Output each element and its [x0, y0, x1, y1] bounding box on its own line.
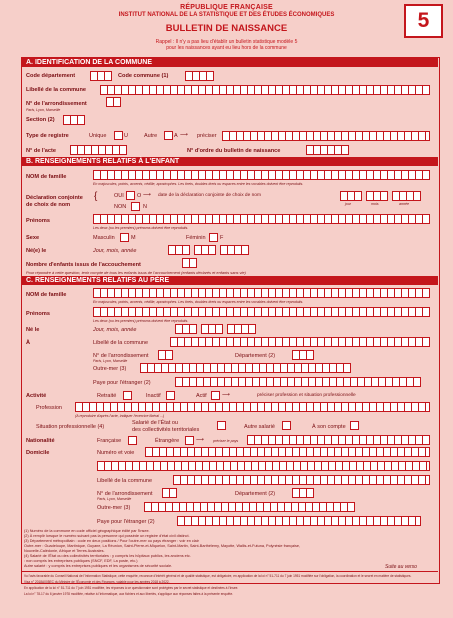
salarie-etat-checkbox[interactable]: [217, 421, 226, 430]
footnote: (3) Département métropolitain : code en deux positions / Pour l'outre-mer ou pays étranger : voir en clair: [24, 539, 199, 543]
enfant-naissance-annee[interactable]: [220, 245, 249, 255]
situation-label: Situation professionnelle (4): [36, 424, 105, 430]
registre-unique-label: Unique: [89, 133, 107, 139]
a-son-compte-checkbox[interactable]: [350, 421, 359, 430]
pere-dept-field[interactable]: [292, 350, 314, 360]
a-son-compte-label: À son compte: [312, 424, 346, 430]
arrow-right-icon: ⟶: [222, 392, 230, 398]
nombre-enfants-hint: Pour répondre à cette question, tenir compte de tous les enfants issus de l'accouchement (enfants déclarés et enfants sans vie): [26, 270, 246, 275]
legal-line: Visa n° 2018A005EC du Ministre de l'Économie et des Finances, valable pour les années 2018 à 2022.: [24, 580, 170, 584]
domicile-pays-label: Paye pour l'étranger (2): [97, 519, 155, 525]
retraite-label: Retraité: [97, 393, 117, 399]
arrondissement-sublabel: Paris, Lyon, Marseille: [26, 108, 61, 112]
decl-annee-hint: année: [399, 202, 409, 206]
arrondissement-label: N° de l'arrondissement: [26, 101, 87, 107]
page-title: BULLETIN DE NAISSANCE: [165, 23, 288, 34]
code-commune-label: Code commune (1): [118, 73, 169, 79]
enfant-prenoms-label: Prénoms: [26, 218, 50, 224]
nationalite-pays-field[interactable]: [247, 435, 430, 445]
registre-unique-checkbox[interactable]: [114, 131, 123, 140]
sexe-feminin-label: Féminin: [186, 235, 206, 241]
pere-naissance-hint: Jour, mois, année: [93, 327, 137, 333]
footer-divider: [21, 571, 438, 572]
actif-checkbox[interactable]: [211, 391, 220, 400]
registre-preciser-label: préciser: [197, 133, 217, 139]
domicile-label: Domicile: [26, 450, 50, 456]
enfant-nom-hint: En majuscules, points, accents, cédille, apostrophes. Les tirets, doubles tirets ou espaces entre les vocables doivent être reproduits.: [93, 182, 304, 186]
rappel-note: [0, 39, 453, 51]
legal-line: La loi n° 78-17 du 6 janvier 1978 modifiée, relative à l'informatique, aux fichiers et aux libertés, s'applique aux réponses faites à la présente enquête.: [24, 592, 234, 596]
enfant-naissance-hint: Jour, mois, année: [93, 248, 137, 254]
footnote: Outre-mer : Guadeloupe, Martinique, Guyane, La Réunion, Saint-Pierre-et-Miquelon, Saint-Martin, Saint-Barthélemy, Mayotte, Wallis-et-Futuna, Polynésie française,: [24, 544, 301, 548]
numero-voie-field[interactable]: [145, 447, 430, 457]
date-decl-label: date de la déclaration conjointe de choix de nom: [158, 193, 261, 198]
francaise-checkbox[interactable]: [128, 436, 137, 445]
preciser-prof-label: préciser profession et situation professionnelle: [257, 393, 356, 398]
nombre-enfants-field[interactable]: [182, 258, 197, 268]
section-c-title: C. RENSEIGNEMENTS RELATIFS AU PÈRE: [22, 276, 438, 285]
enfant-naissance-label: Né(e) le: [26, 248, 47, 254]
domicile-arr-label: N° de l'arrondissement: [97, 491, 153, 497]
sexe-masculin-checkbox[interactable]: [120, 233, 129, 242]
section-a-title: A. IDENTIFICATION DE LA COMMUNE: [22, 58, 438, 67]
arrow-right-icon: ⟶: [196, 437, 204, 443]
registre-autre-code: A: [174, 133, 178, 139]
decl-annee-field[interactable]: [392, 191, 421, 201]
pere-nom-hint: En majuscules, points, accents, cédille, apostrophes. Les tirets, doubles tirets ou espaces entre les vocables doivent être reproduits.: [93, 300, 304, 304]
rappel-line-2: pour les naissances ayant eu lieu hors de la commune: [166, 45, 287, 51]
pere-arr-label: N° de l'arrondissement: [93, 353, 149, 359]
rappel-line-1: Rappel : Il n'y a pas lieu d'établir un bulletin statistique modèle 5: [155, 39, 298, 45]
domicile-libelle-field[interactable]: [173, 475, 430, 485]
enfant-naissance-jour[interactable]: [168, 245, 190, 255]
pere-prenoms-field[interactable]: [93, 307, 430, 317]
numero-acte-label: N° de l'acte: [26, 148, 56, 154]
activite-label: Activité: [26, 393, 47, 399]
enfant-prenoms-hint: Les deux (ou les premiers) prénoms doivent être reproduits.: [93, 226, 189, 230]
domicile-dept-label: Département (2): [235, 491, 276, 497]
libelle-commune-field[interactable]: [100, 85, 430, 95]
sexe-feminin-checkbox[interactable]: [209, 233, 218, 242]
enfant-prenoms-field[interactable]: [93, 214, 430, 224]
enfant-nom-field[interactable]: [93, 170, 430, 180]
code-commune-field[interactable]: [185, 71, 214, 81]
legal-footer: [24, 573, 436, 597]
suite-au-verso: Suite au verso: [385, 564, 417, 570]
preciser-pays-label: préciser le pays: [213, 439, 239, 443]
sexe-masculin-label: Masculin: [93, 235, 115, 241]
pere-naissance-label: Né le: [26, 327, 40, 333]
numero-ordre-label: N° d'ordre du bulletin de naissance: [187, 148, 281, 154]
enfant-nom-label: NOM de famille: [26, 174, 67, 180]
registre-autre-label: Autre: [144, 133, 158, 139]
registre-preciser-field[interactable]: [222, 131, 430, 141]
domicile-pays-field[interactable]: [177, 516, 421, 526]
inactif-label: Inactif: [146, 393, 161, 399]
pere-nom-label: NOM de famille: [26, 292, 67, 298]
domicile-outremer-label: Outre-mer (3): [97, 505, 131, 511]
footnote: (4) Salarié de l'État ou des collectivités territoriales : y compris les hôpitaux publics, les anciens etc.: [24, 554, 191, 558]
actif-label: Actif: [196, 393, 207, 399]
inactif-checkbox[interactable]: [166, 391, 175, 400]
type-registre-label: Type de registre: [26, 133, 69, 139]
registre-unique-code: U: [124, 133, 128, 139]
republique-label: RÉPUBLIQUE FRANÇAISE: [180, 4, 273, 11]
etrangere-label: Étrangère: [155, 438, 180, 444]
pere-libelle-field[interactable]: [170, 337, 430, 347]
form-header: [0, 0, 453, 60]
declaration-label: Déclaration conjointe: [26, 195, 83, 201]
decl-non-code: N: [143, 204, 147, 210]
choix-nom-label: de choix de nom: [26, 202, 71, 208]
etrangere-checkbox[interactable]: [185, 436, 194, 445]
sexe-feminin-code: F: [220, 235, 224, 241]
salarie-etat-label: Salarié de l'État ou: [132, 420, 178, 426]
legal-line: Vu l'avis favorable du Conseil National de l'Information Statistique, cette enquête, reconnue d'intérêt général et de qualité statistique, est obligatoire, en application de la loi n° 51-711 du 7 juin 1951 modifiée sur l'obligation, la coordination et le secret en matière de statistiques.: [24, 574, 412, 578]
nationalite-label: Nationalité: [26, 438, 55, 444]
domicile-arr-field[interactable]: [162, 488, 177, 498]
profession-field[interactable]: [75, 402, 430, 412]
decl-oui-label: OUI: [114, 193, 124, 199]
autre-salarie-label: Autre salarié: [244, 424, 275, 430]
code-departement-field[interactable]: [90, 71, 112, 81]
footnote: (2) À remplir lorsque le numéro suivant pas la personne qui possède un registre d'état civil distinct.: [24, 534, 190, 538]
pere-dept-label: Département (2): [235, 353, 276, 359]
decl-non-checkbox[interactable]: [131, 202, 140, 211]
section-label: Section (2): [26, 117, 55, 123]
pere-arr-sublabel: Paris, Lyon, Marseille: [93, 359, 128, 363]
pere-pays-label: Paye pour l'étranger (2): [93, 380, 151, 386]
retraite-checkbox[interactable]: [123, 391, 132, 400]
decl-mois-hint: mois: [371, 202, 379, 206]
domicile-arr-sublabel: Paris, Lyon, Marseille: [97, 497, 132, 501]
numero-ordre-field[interactable]: [306, 145, 349, 155]
brace-icon: {: [94, 191, 98, 202]
enfant-naissance-mois[interactable]: [194, 245, 216, 255]
pere-lieu-label: À: [26, 340, 31, 346]
pere-prenoms-hint: Les deux (ou les premiers) prénoms doivent être reproduits.: [93, 319, 189, 323]
arrow-right-icon: ⟶: [143, 192, 151, 198]
decl-oui-checkbox[interactable]: [126, 191, 135, 200]
footnotes: [24, 529, 300, 569]
pere-outremer-label: Outre-mer (3): [93, 366, 127, 372]
domicile-libelle-label: Libellé de la commune: [97, 478, 153, 484]
libelle-commune-label: Libellé de la commune: [26, 87, 86, 93]
collectivites-label: des collectivités territoriales: [132, 427, 200, 433]
pere-naissance-jour[interactable]: [175, 324, 197, 334]
section-b-title: B. RENSEIGNEMENTS RELATIFS À L'ENFANT: [22, 157, 438, 166]
institut-label: INSTITUT NATIONAL DE LA STATISTIQUE ET DES ÉTUDES ÉCONOMIQUES: [118, 12, 335, 18]
footnote: : non compris les entreprises publiques (SNCF, EDF, La poste, etc.): [24, 559, 138, 563]
pere-pays-field[interactable]: [175, 377, 421, 387]
numero-acte-field[interactable]: [70, 145, 127, 155]
code-departement-label: Code département: [26, 73, 76, 79]
domicile-outremer-field[interactable]: [144, 502, 355, 512]
decl-jour-field[interactable]: [340, 191, 362, 201]
arrow-right-icon: ⟶: [180, 132, 188, 138]
pere-outremer-field[interactable]: [140, 363, 351, 373]
numero-voie-label: Numéro et voie: [97, 450, 135, 456]
pere-prenoms-label: Prénoms: [26, 311, 50, 317]
form-number-badge: 5: [404, 4, 443, 38]
autre-salarie-checkbox[interactable]: [282, 421, 291, 430]
pere-arr-field[interactable]: [158, 350, 173, 360]
footnote: (1) Numéro de la commune en code officiel géographique édité par l'Insee.: [24, 529, 150, 533]
decl-oui-code: O: [137, 193, 142, 199]
decl-jour-hint: jour: [345, 202, 351, 206]
domicile-dept-field[interactable]: [292, 488, 314, 498]
profession-hint: (A reproduire d'après l'acte, indiquer l'exercice libéral ...): [75, 414, 165, 418]
pere-libelle-label: Libellé de la commune: [93, 340, 149, 346]
arrondissement-field[interactable]: [106, 97, 121, 107]
section-field[interactable]: [63, 115, 85, 125]
legal-line: En application de la loi n° 51-711 du 7 juin 1951 modifiée, les réponses à ce questionnaire sont protégées par le secret statistique et destinées à l'Insee.: [24, 586, 239, 590]
numero-voie-field-2[interactable]: [97, 461, 430, 471]
francaise-label: Française: [97, 438, 122, 444]
pere-naissance-annee[interactable]: [227, 324, 256, 334]
pere-naissance-mois[interactable]: [201, 324, 223, 334]
pere-nom-field[interactable]: [93, 288, 430, 298]
footnote: Autre salarié : y compris les entreprises publiques et les organismes de sécurité sociale.: [24, 564, 173, 568]
nombre-enfants-label: Nombre d'enfants issus de l'accouchement: [26, 262, 141, 268]
footnote: Nouvelle-Calédonie, Afrique et Terres Australes.: [24, 549, 105, 553]
profession-label: Profession: [36, 405, 62, 411]
sexe-masculin-code: M: [131, 235, 136, 241]
sexe-label: Sexe: [26, 235, 40, 241]
registre-autre-checkbox[interactable]: [164, 131, 173, 140]
decl-mois-field[interactable]: [366, 191, 388, 201]
decl-non-label: NON: [114, 204, 127, 210]
